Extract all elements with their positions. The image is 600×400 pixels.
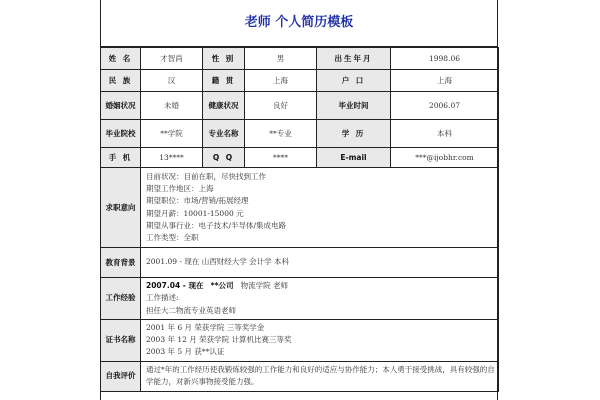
- row-work: [101, 278, 499, 320]
- row-school: [101, 120, 499, 148]
- value-gender: 男: [245, 48, 317, 70]
- work-desc: 担任大二物流专业英语老师: [146, 305, 236, 315]
- value-grad-time: 2006.07: [391, 92, 499, 120]
- value-major: **专业: [245, 120, 317, 148]
- education-text: 2001.09 - 现在 山西财经大学 会计学 本科: [141, 248, 499, 278]
- cert-line: 2003 年 5 月 获**认证: [146, 347, 225, 357]
- resume-title: 老师 个人简历模板: [101, 0, 497, 47]
- value-native: 上海: [245, 70, 317, 92]
- label-gender: 性 别: [203, 48, 245, 70]
- cert-line: 2001 年 6 月 荣获学院 三等奖学金: [146, 322, 265, 332]
- value-health: 良好: [245, 92, 317, 120]
- label-qq: Q Q: [203, 148, 245, 168]
- intent-line: 工作类型：全职: [146, 233, 199, 243]
- self-block: [141, 361, 499, 391]
- label-native: 籍 贯: [203, 70, 245, 92]
- value-name: 才智尚: [141, 48, 203, 70]
- label-education: 教育背景: [101, 248, 141, 278]
- label-ethnic: 民 族: [101, 70, 141, 92]
- value-email: ***@ijobhr.com: [391, 148, 499, 168]
- value-ethnic: 汉: [141, 70, 203, 92]
- intent-line: 目前状况：目前在职，尽快找到工作: [146, 171, 266, 181]
- label-birth: 出生年月: [317, 48, 391, 70]
- label-certs: 证书名称: [101, 319, 141, 361]
- value-marital: 未婚: [141, 92, 203, 120]
- cert-line: 2003 年 12 月 荣获学院 计算机比赛三等奖: [146, 335, 292, 345]
- certs-block: [141, 319, 499, 361]
- value-degree: 本科: [391, 120, 499, 148]
- row-name: [101, 48, 499, 70]
- work-header: [146, 280, 493, 292]
- label-school: 毕业院校: [101, 120, 141, 148]
- intent-line: 期望从事行业：电子技术/半导体/集成电路: [146, 220, 287, 230]
- label-email: E-mail: [317, 148, 391, 168]
- work-block: [141, 278, 499, 320]
- row-ethnic: [101, 70, 499, 92]
- label-major: 专业名称: [203, 120, 245, 148]
- label-self: 自我评价: [101, 361, 141, 391]
- row-certs: [101, 319, 499, 361]
- self-line: 通过*年的工作经历使我锻炼较强的工作能力和良好的适应与协作能力；本人勇于接受挑战，具有较强的自: [146, 364, 495, 374]
- label-hukou: 户 口: [317, 70, 391, 92]
- work-company: **公司: [210, 281, 234, 290]
- row-education: [101, 248, 499, 278]
- label-intent: 求职意向: [101, 168, 141, 248]
- label-marital: 婚姻状况: [101, 92, 141, 120]
- resume-table: [100, 47, 499, 392]
- value-qq: ****: [245, 148, 317, 168]
- intent-block: [141, 168, 499, 248]
- row-contact: [101, 148, 499, 168]
- intent-line: 期望职位：市场/营销/拓展经理: [146, 196, 249, 206]
- self-line: 学能力，对新兴事物接受能力强。: [146, 377, 259, 387]
- resume-sheet: [100, 0, 498, 400]
- row-self: [101, 361, 499, 391]
- work-desc-label: 工作描述:: [146, 293, 179, 303]
- label-name: 姓 名: [101, 48, 141, 70]
- value-phone: 13****: [141, 148, 203, 168]
- work-dept: 物流学院 老师: [240, 281, 289, 290]
- label-health: 健康状况: [203, 92, 245, 120]
- row-intent: [101, 168, 499, 248]
- value-birth: 1998.06: [391, 48, 499, 70]
- value-school: **学院: [141, 120, 203, 148]
- label-degree: 学 历: [317, 120, 391, 148]
- label-phone: 手 机: [101, 148, 141, 168]
- value-hukou: 上海: [391, 70, 499, 92]
- intent-line: 期望月薪：10001-15000 元: [146, 208, 244, 218]
- label-grad-time: 毕业时间: [317, 92, 391, 120]
- intent-line: 期望工作地区：上海: [146, 183, 214, 193]
- label-work: 工作经验: [101, 278, 141, 320]
- work-period: 2007.04 - 现在: [146, 281, 204, 290]
- row-marital: [101, 92, 499, 120]
